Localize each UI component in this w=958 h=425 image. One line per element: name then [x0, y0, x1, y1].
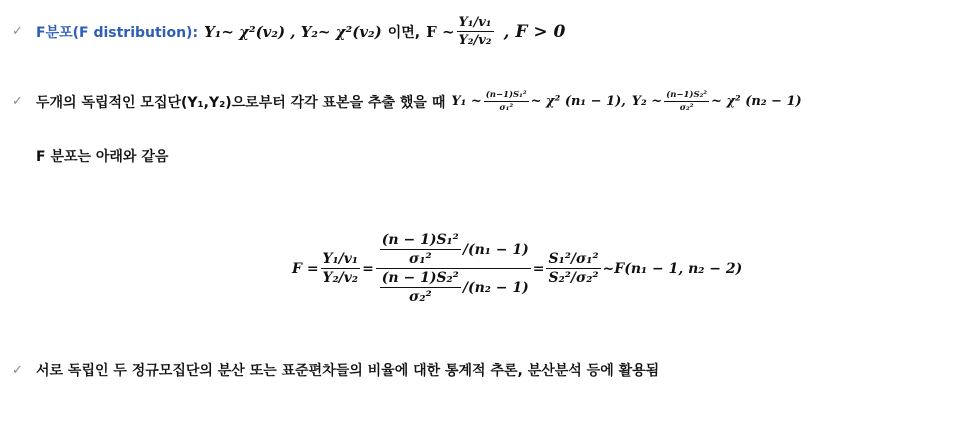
chi-square-expression: Y₁~ χ²(v₂) , Y₂~ χ²(v₂) — [204, 22, 382, 41]
denominator-tail: /(n₂ − 1) — [462, 279, 529, 296]
definition-line — [12, 15, 565, 48]
fraction-denominator: σ₁² — [409, 251, 432, 267]
intro-line — [36, 146, 168, 166]
fraction-denominator: Y₂/v₂ — [322, 270, 359, 286]
check-icon: ✓ — [12, 362, 23, 378]
distribution-tail: ~F(n₁ − 1, n₂ − 2) — [602, 260, 743, 277]
numerator-tail: /(n₁ − 1) — [462, 241, 529, 258]
fraction-denominator: S₂²/σ₂² — [548, 270, 599, 286]
variance-ratio-fraction — [546, 251, 600, 286]
usage-text: 서로 독립인 두 정규모집단의 분산 또는 표준편차들의 비율에 대한 통계적 추론, 분산분석 등에 활용됨 — [36, 363, 660, 379]
inner-fraction-top — [380, 232, 461, 267]
f-ratio-fraction — [457, 15, 494, 48]
fraction-numerator: S₁²/σ₁² — [548, 251, 599, 267]
fraction-denominator: σ₂² — [679, 103, 694, 113]
fraction-numerator: Y₁/v₁ — [322, 251, 359, 267]
y1-symbol: Y₁ ~ — [451, 94, 482, 109]
f-statistic-formula — [292, 232, 742, 305]
sampling-text: 두개의 독립적인 모집단(Y₁,Y₂)으로부터 각각 표본을 추출 했을 때 — [36, 94, 446, 111]
f-distribution-label: F분포(F distribution): — [36, 24, 199, 41]
compound-numerator — [376, 232, 531, 269]
formula-lhs: F = — [292, 260, 319, 277]
fraction-numerator: (n − 1)S₂² — [381, 270, 459, 286]
fraction-numerator: (n−1)S₁² — [485, 90, 527, 100]
fraction-numerator: (n − 1)S₁² — [381, 232, 459, 248]
fraction-denominator: σ₂² — [409, 289, 432, 305]
intro-text: F 분포는 아래와 같음 — [36, 149, 169, 165]
usage-line — [12, 360, 659, 380]
fraction-numerator: Y₁/v₁ — [458, 15, 492, 30]
compound-fraction — [376, 232, 531, 305]
fraction-numerator: (n−1)S₂² — [666, 90, 708, 100]
check-icon: ✓ — [12, 24, 23, 39]
equals-sign: = — [532, 260, 545, 277]
f-symbol: F ~ — [426, 22, 455, 41]
positivity-condition: , F > 0 — [503, 21, 566, 42]
y1-fraction — [484, 90, 529, 113]
check-icon: ✓ — [12, 94, 23, 109]
sampling-line — [12, 90, 802, 113]
ratio-fraction — [321, 251, 361, 286]
connector-text: 이면, — [387, 24, 421, 41]
fraction-denominator: Y₂/v₂ — [458, 33, 492, 48]
y2-symbol: Y₂ ~ — [631, 94, 663, 109]
inner-fraction-bottom — [380, 270, 461, 305]
equals-sign: = — [362, 260, 374, 277]
y2-fraction — [664, 90, 709, 113]
chi-square-1: ~ χ² (n₁ − 1), — [530, 94, 626, 109]
chi-square-2: ~ χ² (n₂ − 1) — [711, 94, 802, 109]
fraction-denominator: σ₁² — [499, 103, 514, 113]
compound-denominator — [376, 269, 531, 305]
